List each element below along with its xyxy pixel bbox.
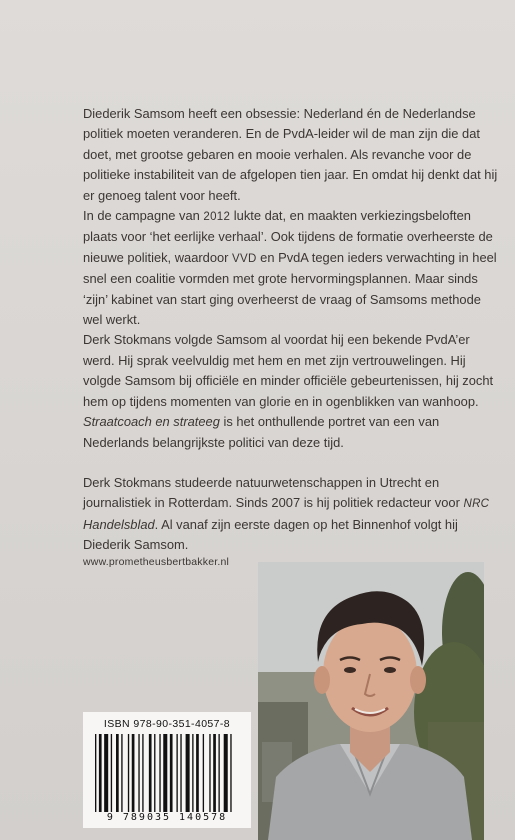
book-title: Straatcoach en strateeg: [83, 414, 220, 430]
author-bio: Derk Stokmans studeerde natuurwetenschappen in Utrecht en journalistiek in Rotterdam. Sinds 2007 is hij politiek redacteur voor NRC Handelsblad. Al vanaf zijn eerste dagen op het Binnenhof volgt hij Diederik Samsom.: [83, 474, 490, 553]
barcode-label: [83, 712, 251, 828]
barcode-image: [93, 734, 243, 812]
author-portrait-image: [258, 562, 484, 840]
party-vvd: VVD: [232, 252, 257, 265]
nrc-label: NRC: [463, 498, 490, 511]
blurb-text: [83, 104, 503, 556]
blurb-paragraph-3: Derk Stokmans volgde Samsom al voordat hij een bekende PvdA’er werd. Hij sprak veelvuldig met hem en met zijn vertrouwelingen. Hij volgde Samsom bij officiële en minder officiële gebeurtenissen, hij zocht hem op tijdens momenten van glorie en in ogenblikken van wanhoop. Straatcoach en strateeg is het onthullende portret van een van Nederlands belangrijkste politici van deze tijd.: [83, 332, 494, 450]
blurb-paragraph-1: Diederik Samsom heeft een obsessie: Nederland én de Nederlandse politiek moeten veranderen. En de PvdA-leider wil de man zijn die dat doet, met grootse gebaren en mooie verhalen. Als revanche voor de politieke instabiliteit van de afgelopen tien jaar. En omdat hij denkt dat hij er genoeg talent voor heeft.: [83, 106, 498, 203]
barcode-digits: 9 789035 140578: [106, 812, 228, 823]
year-2012: 2012: [203, 211, 231, 224]
isbn-number: ISBN 978-90-351-4057-8: [103, 718, 231, 730]
blurb-paragraph-2: In de campagne van 2012 lukte dat, en maakten verkiezingsbeloften plaats voor ‘het eerlijke verhaal’. Ook tijdens de formatie overheerste de nieuwe politiek, waardoor VVD en PvdA tegen ieders verwachting in heel snel een coalitie vormden met grote hervormingsplannen. Maar sinds ‘zijn’ kabinet van start ging overheerst de vraag of Samsoms methode wel werkt.: [83, 208, 497, 328]
publisher-url: www.prometheusbertbakker.nl: [83, 556, 230, 568]
author-photo: [258, 562, 484, 840]
